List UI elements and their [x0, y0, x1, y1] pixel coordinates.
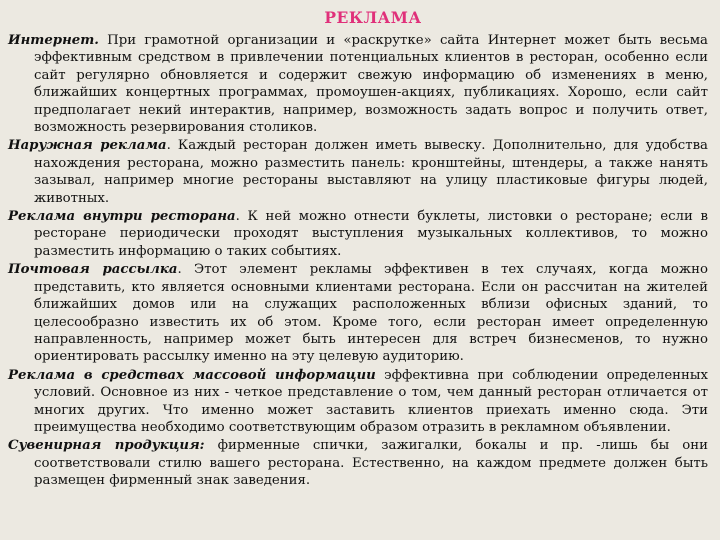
- paragraph-heading: Сувенирная продукция:: [8, 438, 205, 454]
- paragraph-heading: Почтовая рассылка: [8, 262, 178, 278]
- paragraph-mass-media: [8, 367, 708, 437]
- paragraph-text: . К ней можно отнести буклеты, листовки о ресторане; если в ресторане периодически проходят выступления музыкальных коллективов, то можно разместить информацию о таких событиях.: [34, 209, 708, 259]
- paragraph-heading: Реклама в средствах массовой информации: [8, 367, 376, 383]
- paragraph-text: При грамотной организации и «раскрутке» сайта Интернет может быть весьма эффективным средством в привлечении потенциальных клиентов в ресторан, особенно если сайт регулярно обновляется и содержит свежую информацию об изменениях в меню, ближайших концертных программах, промоушен-акциях, публикациях. Хорошо, если сайт предполагает некий интерактив, например, возможность задать вопрос и получить ответ, возможность резервирования столиков.: [34, 33, 708, 136]
- paragraph-indoor-advertising: [8, 208, 708, 260]
- paragraph-outdoor-advertising: [8, 137, 708, 207]
- paragraph-mailing: [8, 261, 708, 365]
- paragraph-text: фирменные спички, зажигалки, бокалы и пр. -лишь бы они соответствовали стилю вашего ресторана. Естественно, на каждом предмете должен быть размещен фирменный знак заведения.: [34, 438, 709, 489]
- paragraph-souvenirs: [8, 437, 708, 489]
- paragraph-heading: Наружная реклама: [8, 138, 167, 154]
- paragraph-internet: [8, 32, 708, 136]
- page-title: РЕКЛАМА: [324, 8, 422, 27]
- paragraph-heading: Интернет.: [8, 33, 99, 48]
- paragraph-text: эффективна при соблюдении определенных условий. Основное из них - четкое представление о том, чем данный ресторан отличается от многих других. Что именно может заставить клиентов приехать именно сюда. Эти преимущества необходимо соответствующим образом отразить в рекламном объявлении.: [34, 367, 708, 435]
- paragraph-text: . Каждый ресторан должен иметь вывеску. Дополнительно, для удобства нахождения ресторана, можно разместить панель: кронштейны, штендеры, а также нанять зазывал, например многие рестораны выставляют на улицу пластиковые фигуры людей, животных.: [34, 138, 708, 206]
- paragraph-heading: Реклама внутри ресторана: [8, 209, 236, 225]
- paragraph-text: . Этот элемент рекламы эффективен в тех случаях, когда можно представить, кто является основными клиентами ресторана. Если он рассчитан на жителей ближайших домов или на служащих расположенных вблизи офисных зданий, то целесообразно известить их об этом. Кроме того, если ресторан имеет определенную направленность, например может быть интересен для встреч бизнесменов, то нужно ориентировать рассылку именно на эту целевую аудиторию.: [34, 262, 709, 365]
